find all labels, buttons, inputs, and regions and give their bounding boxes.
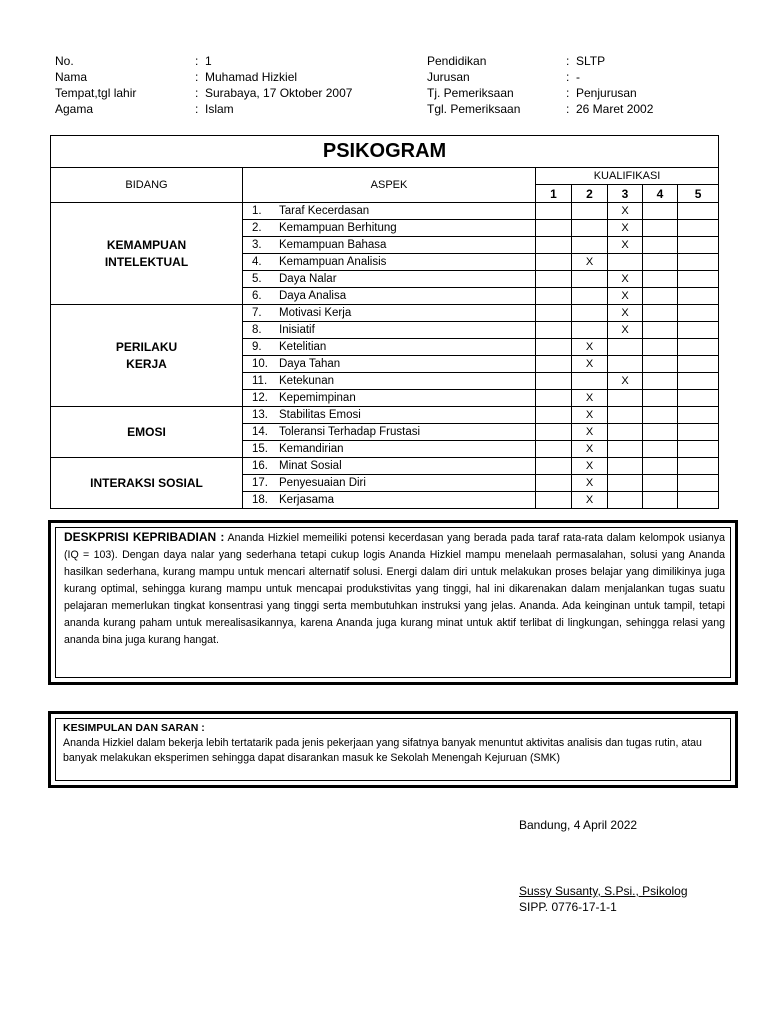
kualifikasi-cell [678, 220, 719, 237]
aspek-number: 11. [252, 375, 268, 387]
kualifikasi-cell [678, 254, 719, 271]
kualifikasi-cell [572, 237, 608, 254]
kualifikasi-cell [608, 390, 643, 407]
kualifikasi-mark: X [572, 339, 608, 356]
kualifikasi-cell [608, 458, 643, 475]
aspek-cell [243, 373, 536, 390]
aspek-cell [243, 424, 536, 441]
aspek-number: 7. [252, 307, 262, 319]
field-label: Jurusan [427, 70, 470, 84]
kualifikasi-cell [608, 492, 643, 509]
level-header: 2 [572, 185, 608, 203]
colon: : [566, 54, 570, 68]
sipp-number: SIPP. 0776-17-1-1 [519, 900, 617, 914]
kualifikasi-cell [678, 373, 719, 390]
kualifikasi-cell [608, 356, 643, 373]
table-row [51, 203, 719, 220]
aspek-cell [243, 220, 536, 237]
aspek-cell [243, 237, 536, 254]
aspek-label: Motivasi Kerja [279, 307, 352, 319]
aspek-number: 6. [252, 290, 262, 302]
colon: : [195, 70, 199, 84]
table-title: PSIKOGRAM [51, 136, 719, 168]
place-date: Bandung, 4 April 2022 [519, 818, 638, 832]
kualifikasi-cell [572, 373, 608, 390]
deskripsi-title: DESKPRISI KEPRIBADIAN : [64, 530, 225, 544]
field-value: - [576, 70, 580, 84]
kualifikasi-cell [536, 475, 572, 492]
kualifikasi-cell [536, 390, 572, 407]
aspek-label: Kepemimpinan [279, 392, 356, 404]
aspek-number: 16. [252, 460, 268, 472]
kesimpulan-body: Ananda Hizkiel dalam bekerja lebih tertatarik pada jenis pekerjaan yang sifatnya banyak menuntut aktivitas analisis dan tugas rutin, atau banyak melakukan eksperimen sehingga dapat disarankan masuk ke Sekolah Menengah Kejuruan (SMK) [63, 737, 702, 764]
kualifikasi-cell [536, 237, 572, 254]
bidang-label: KEMAMPUAN [106, 237, 187, 252]
aspek-label: Kemampuan Analisis [279, 256, 387, 268]
kualifikasi-mark: X [572, 390, 608, 407]
kualifikasi-cell [643, 203, 678, 220]
kesimpulan-text [63, 721, 723, 766]
aspek-number: 10. [252, 358, 268, 370]
aspek-cell [243, 322, 536, 339]
kualifikasi-cell [608, 407, 643, 424]
field-label: Agama [55, 102, 94, 116]
kualifikasi-cell [678, 237, 719, 254]
aspek-label: Kemampuan Bahasa [279, 239, 387, 251]
kualifikasi-cell [643, 407, 678, 424]
colon: : [566, 86, 570, 100]
psikogram-table [50, 135, 719, 509]
aspek-label: Ketekunan [279, 375, 334, 387]
aspek-number: 12. [252, 392, 268, 404]
aspek-label: Daya Analisa [279, 290, 347, 302]
kualifikasi-cell [678, 407, 719, 424]
field-label: Tempat,tgl lahir [55, 86, 137, 100]
bidang-label: EMOSI [127, 424, 166, 439]
bidang-cell [51, 305, 243, 407]
aspek-number: 4. [252, 256, 262, 268]
kualifikasi-cell [643, 458, 678, 475]
kualifikasi-mark: X [608, 271, 643, 288]
field-label: Nama [55, 70, 88, 84]
aspek-label: Stabilitas Emosi [279, 409, 361, 421]
aspek-label: Kerjasama [279, 494, 334, 506]
kualifikasi-cell [536, 271, 572, 288]
kualifikasi-cell [678, 288, 719, 305]
kualifikasi-mark: X [608, 288, 643, 305]
field-value: Surabaya, 17 Oktober 2007 [205, 86, 353, 100]
kualifikasi-cell [643, 390, 678, 407]
colon: : [566, 70, 570, 84]
kualifikasi-cell [643, 373, 678, 390]
kualifikasi-cell [608, 441, 643, 458]
kualifikasi-cell [643, 237, 678, 254]
level-header: 3 [608, 185, 643, 203]
field-tj-pemeriksaan [427, 85, 653, 101]
kualifikasi-cell [678, 305, 719, 322]
kualifikasi-cell [572, 305, 608, 322]
kualifikasi-cell [643, 288, 678, 305]
kualifikasi-cell [572, 271, 608, 288]
field-tempat-tgl-lahir [55, 85, 352, 101]
aspek-cell [243, 288, 536, 305]
table-body [51, 203, 719, 509]
field-no [55, 53, 352, 69]
aspek-label: Toleransi Terhadap Frustasi [279, 426, 421, 438]
field-value: 1 [205, 54, 212, 68]
kualifikasi-cell [678, 492, 719, 509]
aspek-cell [243, 458, 536, 475]
aspek-number: 14. [252, 426, 268, 438]
table-row [51, 458, 719, 475]
aspek-cell [243, 407, 536, 424]
kualifikasi-mark: X [572, 407, 608, 424]
field-pendidikan [427, 53, 653, 69]
table-row [51, 407, 719, 424]
aspek-number: 13. [252, 409, 268, 421]
aspek-label: Daya Nalar [279, 273, 337, 285]
aspek-number: 15. [252, 443, 268, 455]
aspek-label: Inisiatif [279, 324, 315, 336]
field-label: Tj. Pemeriksaan [427, 86, 514, 100]
kualifikasi-mark: X [608, 322, 643, 339]
kualifikasi-cell [678, 441, 719, 458]
field-jurusan [427, 69, 653, 85]
kualifikasi-cell [536, 356, 572, 373]
aspek-cell [243, 271, 536, 288]
aspek-cell [243, 441, 536, 458]
column-header-bidang: BIDANG [51, 168, 243, 203]
kualifikasi-cell [643, 305, 678, 322]
kualifikasi-cell [572, 203, 608, 220]
kualifikasi-cell [536, 322, 572, 339]
kualifikasi-cell [643, 322, 678, 339]
bidang-cell [51, 458, 243, 509]
field-label: Tgl. Pemeriksaan [427, 102, 521, 116]
kualifikasi-cell [643, 220, 678, 237]
kualifikasi-cell [678, 203, 719, 220]
aspek-cell [243, 390, 536, 407]
kualifikasi-mark: X [572, 424, 608, 441]
bidang-cell [51, 203, 243, 305]
kualifikasi-cell [643, 424, 678, 441]
kualifikasi-cell [536, 407, 572, 424]
kualifikasi-cell [608, 339, 643, 356]
aspek-number: 2. [252, 222, 262, 234]
bidang-label: INTERAKSI SOSIAL [90, 475, 203, 490]
aspek-label: Daya Tahan [279, 358, 341, 370]
kualifikasi-mark: X [608, 237, 643, 254]
kualifikasi-cell [536, 305, 572, 322]
kualifikasi-cell [536, 254, 572, 271]
kualifikasi-cell [643, 356, 678, 373]
field-value: Muhamad Hizkiel [205, 70, 298, 84]
identity-left [55, 53, 352, 117]
kualifikasi-mark: X [608, 220, 643, 237]
kualifikasi-cell [536, 220, 572, 237]
kualifikasi-mark: X [572, 356, 608, 373]
aspek-number: 8. [252, 324, 262, 336]
aspek-number: 3. [252, 239, 262, 251]
bidang-cell [51, 407, 243, 458]
field-tgl-pemeriksaan [427, 101, 653, 117]
deskripsi-body: Ananda Hizkiel memeiliki potensi kecerdasan yang berada pada taraf rata-rata dalam kelompok usianya (IQ = 103). Dengan daya nalar yang sederhana tetapi cukup logis Ananda Hizkiel mampu menelaah permasalahan, solusi yang Ananda hasilkan sederhana, kurang mampu untuk mencari alternatif solusi. Energi dalam diri untuk melakukan proses belajar yang dimilikinya juga kurang optimal, sehingga kurang mampu untuk mencapai produkstivitas yang tinggi, hal ini dikarenakan dalam menjalankan tugas suatu pelajaran memerlukan tingkat konsentrasi yang tinggi serta membutuhkan instruksi yang jelas. Ananda. Ada keinginan untuk tampil, tetapi ananda kurang paham untuk merealisasikannya, karena Ananda juga kurang minat untuk aktif terlibat di lingkungan, sehingga relasi yang ananda bina juga kurang hangat. [64, 532, 726, 646]
column-header-aspek: ASPEK [243, 168, 536, 203]
kualifikasi-cell [536, 492, 572, 509]
field-label: Pendidikan [427, 54, 487, 68]
aspek-label: Penyesuaian Diri [279, 477, 366, 489]
aspek-number: 5. [252, 273, 262, 285]
identity-right [427, 53, 653, 117]
aspek-number: 17. [252, 477, 268, 489]
kesimpulan-box [48, 711, 738, 788]
kualifikasi-mark: X [608, 203, 643, 220]
level-header: 4 [643, 185, 678, 203]
kualifikasi-mark: X [572, 475, 608, 492]
bidang-label: KERJA [126, 356, 167, 371]
aspek-cell [243, 305, 536, 322]
kualifikasi-cell [536, 373, 572, 390]
kualifikasi-cell [678, 424, 719, 441]
kualifikasi-cell [536, 458, 572, 475]
kualifikasi-mark: X [608, 373, 643, 390]
aspek-cell [243, 203, 536, 220]
kualifikasi-cell [643, 271, 678, 288]
field-agama [55, 101, 352, 117]
kualifikasi-mark: X [572, 458, 608, 475]
kualifikasi-cell [536, 441, 572, 458]
level-header: 5 [678, 185, 719, 203]
aspek-label: Kemandirian [279, 443, 344, 455]
kualifikasi-cell [678, 322, 719, 339]
kualifikasi-cell [643, 254, 678, 271]
aspek-number: 18. [252, 494, 268, 506]
kualifikasi-cell [608, 424, 643, 441]
deskripsi-box [48, 520, 738, 685]
level-header: 1 [536, 185, 572, 203]
aspek-label: Ketelitian [279, 341, 327, 353]
colon: : [195, 54, 199, 68]
kualifikasi-cell [678, 458, 719, 475]
field-value: Penjurusan [576, 86, 637, 100]
kesimpulan-title: KESIMPULAN DAN SARAN : [63, 722, 205, 734]
aspek-label: Kemampuan Berhitung [279, 222, 397, 234]
colon: : [195, 86, 199, 100]
aspek-number: 1. [252, 205, 262, 217]
aspek-number: 9. [252, 341, 262, 353]
kualifikasi-cell [608, 475, 643, 492]
kualifikasi-cell [572, 220, 608, 237]
kualifikasi-cell [572, 322, 608, 339]
field-value: SLTP [576, 54, 606, 68]
bidang-label: INTELEKTUAL [104, 254, 189, 269]
kualifikasi-mark: X [608, 305, 643, 322]
aspek-cell [243, 475, 536, 492]
aspek-label: Minat Sosial [279, 460, 342, 472]
kualifikasi-cell [572, 288, 608, 305]
kualifikasi-cell [643, 339, 678, 356]
table-row [51, 305, 719, 322]
kualifikasi-cell [643, 475, 678, 492]
kualifikasi-cell [678, 271, 719, 288]
kualifikasi-cell [643, 441, 678, 458]
aspek-cell [243, 254, 536, 271]
kualifikasi-mark: X [572, 492, 608, 509]
kualifikasi-mark: X [572, 441, 608, 458]
kualifikasi-cell [536, 203, 572, 220]
field-label: No. [55, 54, 74, 68]
aspek-cell [243, 356, 536, 373]
colon: : [195, 102, 199, 116]
column-header-kualifikasi: KUALIFIKASI [536, 168, 719, 185]
field-nama [55, 69, 352, 85]
kualifikasi-cell [536, 339, 572, 356]
kualifikasi-cell [643, 492, 678, 509]
colon: : [566, 102, 570, 116]
kualifikasi-cell [536, 288, 572, 305]
deskripsi-text [64, 529, 725, 649]
kualifikasi-cell [536, 424, 572, 441]
field-value: Islam [205, 102, 234, 116]
kualifikasi-cell [678, 356, 719, 373]
aspek-cell [243, 339, 536, 356]
kualifikasi-mark: X [572, 254, 608, 271]
field-value: 26 Maret 2002 [576, 102, 654, 116]
kualifikasi-cell [608, 254, 643, 271]
kualifikasi-cell [678, 475, 719, 492]
aspek-label: Taraf Kecerdasan [279, 205, 370, 217]
bidang-label: PERILAKU [115, 339, 178, 354]
aspek-cell [243, 492, 536, 509]
psychologist-name: Sussy Susanty, S.Psi., Psikolog [519, 884, 688, 898]
kualifikasi-cell [678, 390, 719, 407]
kualifikasi-cell [678, 339, 719, 356]
